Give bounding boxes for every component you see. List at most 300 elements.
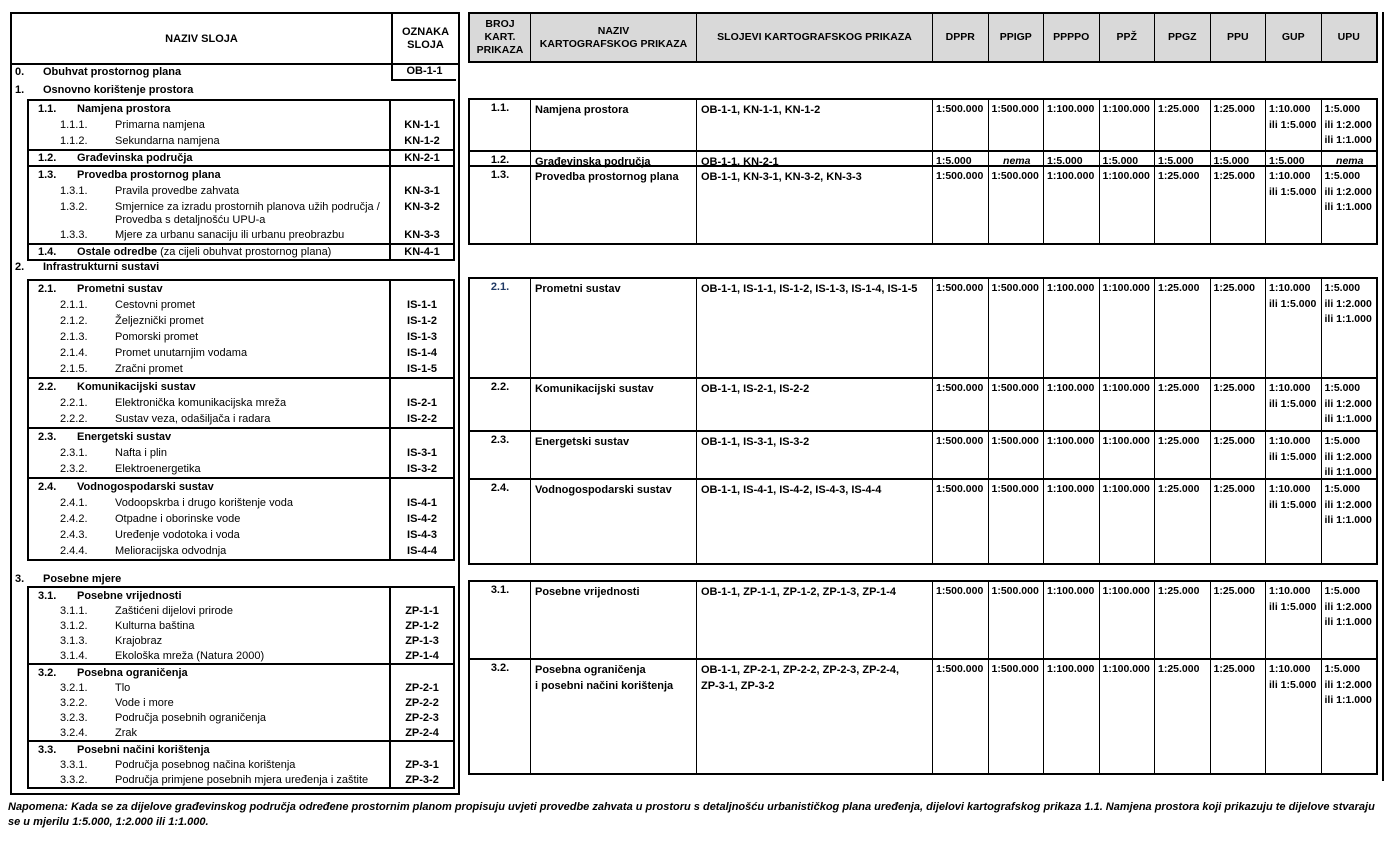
layer-item-row-221 xyxy=(29,395,453,411)
layer-code-ZP-1-1: ZP-1-1 xyxy=(389,603,453,618)
scale-cell-ppz xyxy=(1099,582,1155,658)
scale-cell-ppppo xyxy=(1043,100,1099,150)
scale-cell-ppppo xyxy=(1043,379,1099,430)
item-title: Zrak xyxy=(115,727,137,739)
layer-item-row-332 xyxy=(29,772,453,787)
layer-item-row-321 xyxy=(29,680,453,695)
layer-code-IS-1-1: IS-1-1 xyxy=(389,297,453,313)
section-number: 0. xyxy=(15,66,25,78)
group-title: Prometni sustav xyxy=(77,283,163,295)
scale-line: 1:5.000 xyxy=(1324,435,1361,447)
item-title: Vodoopskrba i drugo korištenje voda xyxy=(115,497,293,509)
scale-line: 1:100.000 xyxy=(1102,382,1150,394)
layer-table-header xyxy=(12,14,458,65)
scale-cell-gup xyxy=(1265,152,1321,165)
scale-line: ili 1:1.000 xyxy=(1324,514,1372,526)
scale-line: 1:5.000 xyxy=(1324,103,1361,115)
scale-line: 1:100.000 xyxy=(1047,382,1095,394)
rt-header-ppigp xyxy=(988,14,1044,61)
item-title: Pomorski promet xyxy=(115,331,199,343)
scale-line: 1:5.000 xyxy=(1269,155,1305,167)
rt-header-col-1 xyxy=(530,14,696,61)
scale-cell-ppigp xyxy=(988,100,1044,150)
lt-section-row-1 xyxy=(12,81,458,99)
section-title: Infrastrukturni sustavi xyxy=(43,261,160,273)
view-name xyxy=(530,480,696,563)
scale-line: ili 1:2.000 xyxy=(1324,297,1372,310)
layer-code-cell xyxy=(389,479,453,495)
view-name xyxy=(530,167,696,243)
view-layers xyxy=(696,167,932,243)
scale-line: 1:25.000 xyxy=(1158,663,1200,675)
scale-cell-ppigp xyxy=(988,152,1044,165)
view-name xyxy=(530,152,696,168)
scale-line: 1:100.000 xyxy=(1047,103,1095,115)
layer-code-cell xyxy=(389,379,453,395)
layer-code-ZP-3-1: ZP-3-1 xyxy=(389,757,453,772)
group-number: 2.3. xyxy=(38,431,57,443)
view-layers xyxy=(696,582,932,658)
layer-group-24 xyxy=(29,477,453,559)
scale-line: 1:500.000 xyxy=(936,483,984,495)
group-title-suffix: (za cijeli obuhvat prostornog plana) xyxy=(157,246,332,258)
view-layers-line: OB-1-1, KN-2-1 xyxy=(701,156,779,168)
scale-line: 1:500.000 xyxy=(936,103,984,115)
layer-item-row-213 xyxy=(29,329,453,345)
group-number: 2.2. xyxy=(38,381,57,393)
layer-code-cell xyxy=(389,588,453,603)
section-title: Posebne mjere xyxy=(43,573,122,585)
scale-cell-gup xyxy=(1265,100,1321,150)
scale-line: 1:10.000 xyxy=(1269,483,1311,495)
view-name-line: Posebne vrijednosti xyxy=(535,586,640,598)
scale-cell-dppr xyxy=(932,480,988,563)
group-number: 1.3. xyxy=(38,169,57,181)
views-row-12 xyxy=(470,150,1376,168)
view-number: 3.2. xyxy=(490,662,510,674)
scale-line: 1:500.000 xyxy=(936,382,984,394)
scale-line: 1:10.000 xyxy=(1269,435,1311,447)
scale-line: 1:100.000 xyxy=(1102,483,1150,495)
scale-line: 1:5.000 xyxy=(1324,585,1361,597)
rt-header-ppu xyxy=(1210,14,1266,61)
lt-section-row-2 xyxy=(12,258,458,279)
layer-group-block xyxy=(27,99,455,261)
scale-cell-ppigp xyxy=(988,167,1044,243)
group-title: Provedba prostornog plana xyxy=(77,169,221,181)
scale-line: 1:100.000 xyxy=(1047,170,1095,182)
scale-cell-upu xyxy=(1321,379,1377,430)
scale-line: 1:25.000 xyxy=(1158,483,1200,495)
view-layers xyxy=(696,379,932,430)
view-name xyxy=(530,582,696,658)
section-number: 3. xyxy=(15,573,25,585)
scale-cell-dppr xyxy=(932,167,988,243)
group-heading-row xyxy=(29,101,453,117)
header-line: PPIGP xyxy=(999,31,1032,43)
item-number: 2.2.2. xyxy=(60,413,88,425)
item-number: 1.3.1. xyxy=(60,185,88,197)
layer-item-row-323 xyxy=(29,710,453,725)
views-row-21 xyxy=(470,279,1376,377)
layer-code-ZP-2-2: ZP-2-2 xyxy=(389,695,453,710)
group-heading-row xyxy=(29,479,453,495)
layer-code-IS-1-3: IS-1-3 xyxy=(389,329,453,345)
scale-line: 1:100.000 xyxy=(1102,103,1150,115)
group-heading-row xyxy=(29,665,453,680)
layer-item-row-212 xyxy=(29,313,453,329)
header-line: UPU xyxy=(1337,31,1360,43)
item-number: 1.3.3. xyxy=(60,229,88,241)
group-title: Posebni načini korištenja xyxy=(77,744,210,756)
layer-code-KN-1-2: KN-1-2 xyxy=(389,133,453,149)
layer-code-ZP-2-3: ZP-2-3 xyxy=(389,710,453,725)
layer-item-row-214 xyxy=(29,345,453,361)
layer-group-block xyxy=(27,279,455,561)
item-number: 2.1.5. xyxy=(60,363,88,375)
scale-cell-dppr xyxy=(932,660,988,773)
group-heading-row xyxy=(29,151,453,165)
group-title: Građevinska područja xyxy=(77,152,193,164)
scale-line: ili 1:5.000 xyxy=(1269,450,1317,463)
scale-cell-upu xyxy=(1321,432,1377,478)
item-number: 2.4.1. xyxy=(60,497,88,509)
layer-item-row-231 xyxy=(29,445,453,461)
scale-line: 1:500.000 xyxy=(991,585,1039,597)
item-title: Cestovni promet xyxy=(115,299,196,311)
scale-cell-ppu xyxy=(1210,660,1266,773)
item-number: 3.2.4. xyxy=(60,727,88,739)
views-block-3 xyxy=(468,580,1378,775)
group-title: Vodnogospodarski sustav xyxy=(77,481,214,493)
scale-line: ili 1:2.000 xyxy=(1324,498,1372,511)
view-layers xyxy=(696,480,932,563)
views-row-11 xyxy=(470,100,1376,150)
item-number: 2.3.2. xyxy=(60,463,88,475)
layer-group-33 xyxy=(29,740,453,787)
layer-code-KN-3-1: KN-3-1 xyxy=(389,183,453,199)
scale-line: 1:25.000 xyxy=(1158,585,1200,597)
scale-line: ili 1:1.000 xyxy=(1324,466,1372,478)
scale-line: 1:5.000 xyxy=(1324,282,1361,294)
scale-line: 1:500.000 xyxy=(991,483,1039,495)
scale-cell-ppppo xyxy=(1043,279,1099,377)
view-name xyxy=(530,432,696,478)
scale-line: ili 1:5.000 xyxy=(1269,498,1317,511)
scale-cell-dppr xyxy=(932,152,988,165)
layer-item-row-222 xyxy=(29,411,453,427)
scale-line: 1:5.000 xyxy=(936,155,972,167)
layer-code-cell: KN-2-1 xyxy=(389,151,453,165)
header-line: BROJ xyxy=(485,18,515,30)
scale-line: 1:100.000 xyxy=(1047,483,1095,495)
scale-cell-dppr xyxy=(932,279,988,377)
layer-code-ZP-2-4: ZP-2-4 xyxy=(389,725,453,740)
layer-item-row-132 xyxy=(29,199,453,227)
scale-line: 1:25.000 xyxy=(1213,663,1255,675)
layer-item-row-324 xyxy=(29,725,453,740)
layer-item-row-242 xyxy=(29,511,453,527)
scale-line: 1:5.000 xyxy=(1047,155,1083,167)
item-title: Smjernice za izradu prostornih planova užih područja / Provedba s detaljnošću UPU-a xyxy=(115,201,380,226)
item-title: Zračni promet xyxy=(115,363,183,375)
item-title: Elektronička komunikacijska mreža xyxy=(115,397,287,409)
scale-line: 1:25.000 xyxy=(1213,282,1255,294)
group-title: Energetski sustav xyxy=(77,431,172,443)
scale-cell-dppr xyxy=(932,100,988,150)
item-number: 1.3.2. xyxy=(60,201,88,213)
scale-cell-gup xyxy=(1265,432,1321,478)
group-number: 1.2. xyxy=(38,152,57,164)
view-name-line: Namjena prostora xyxy=(535,104,629,116)
header-line: GUP xyxy=(1281,31,1305,43)
scale-cell-dppr xyxy=(932,432,988,478)
item-title: Zaštićeni dijelovi prirode xyxy=(115,605,233,617)
item-title: Sustav veza, odašiljača i radara xyxy=(115,413,271,425)
layer-item-row-322 xyxy=(29,695,453,710)
item-title: Promet unutarnjim vodama xyxy=(115,347,248,359)
view-name-line: Energetski sustav xyxy=(535,436,630,448)
layer-item-row-232 xyxy=(29,461,453,477)
scale-cell-dppr xyxy=(932,379,988,430)
view-name xyxy=(530,279,696,377)
layer-code-IS-3-2: IS-3-2 xyxy=(389,461,453,477)
layer-item-row-133 xyxy=(29,227,453,243)
header-line: KART. xyxy=(484,31,516,43)
layer-code-KN-3-3: KN-3-3 xyxy=(389,227,453,243)
views-row-13 xyxy=(470,165,1376,243)
layer-code-ZP-3-2: ZP-3-2 xyxy=(389,772,453,787)
item-number: 2.4.4. xyxy=(60,545,88,557)
layer-group-block xyxy=(27,586,455,789)
scale-line: 1:500.000 xyxy=(991,170,1039,182)
group-heading-row xyxy=(29,281,453,297)
layer-code-ZP-1-2: ZP-1-2 xyxy=(389,618,453,633)
scale-cell-ppgz xyxy=(1154,152,1210,165)
layer-item-row-111 xyxy=(29,117,453,133)
scale-cell-ppgz xyxy=(1154,279,1210,377)
layer-item-row-243 xyxy=(29,527,453,543)
header-line: PRIKAZA xyxy=(476,44,524,56)
scale-cell-ppgz xyxy=(1154,582,1210,658)
layer-code-IS-2-2: IS-2-2 xyxy=(389,411,453,427)
layer-item-row-215 xyxy=(29,361,453,377)
layer-code-IS-4-1: IS-4-1 xyxy=(389,495,453,511)
scale-line: ili 1:5.000 xyxy=(1269,600,1317,613)
view-number: 1.2. xyxy=(490,154,510,166)
section-title: Obuhvat prostornog plana xyxy=(43,66,182,78)
item-number: 3.1.3. xyxy=(60,635,88,647)
group-title: Namjena prostora xyxy=(77,103,171,115)
item-number: 2.4.2. xyxy=(60,513,88,525)
item-number: 2.2.1. xyxy=(60,397,88,409)
item-number: 2.1.1. xyxy=(60,299,88,311)
scale-cell-ppu xyxy=(1210,279,1266,377)
group-number: 3.1. xyxy=(38,590,57,602)
rt-header-dppr xyxy=(932,14,988,61)
layer-item-row-244 xyxy=(29,543,453,559)
rt-header-ppppo xyxy=(1043,14,1099,61)
scale-line: 1:5.000 xyxy=(1324,382,1361,394)
scale-line: ili 1:5.000 xyxy=(1269,678,1317,691)
view-layers-line: OB-1-1, IS-2-1, IS-2-2 xyxy=(701,383,810,395)
scale-cell-ppigp xyxy=(988,432,1044,478)
scale-line: 1:100.000 xyxy=(1047,585,1095,597)
scale-cell-upu xyxy=(1321,480,1377,563)
group-number: 2.4. xyxy=(38,481,57,493)
scale-line: 1:500.000 xyxy=(991,382,1039,394)
layer-item-row-314 xyxy=(29,648,453,663)
view-name-line: Vodnogospodarski sustav xyxy=(535,484,672,496)
scale-cell-upu xyxy=(1321,582,1377,658)
layer-code-IS-1-4: IS-1-4 xyxy=(389,345,453,361)
layer-code-IS-4-3: IS-4-3 xyxy=(389,527,453,543)
scale-cell-ppppo xyxy=(1043,432,1099,478)
scale-line: 1:10.000 xyxy=(1269,103,1311,115)
layer-code-ZP-1-4: ZP-1-4 xyxy=(389,648,453,663)
scale-cell-dppr xyxy=(932,582,988,658)
view-number: 2.4. xyxy=(490,482,510,494)
group-heading-row xyxy=(29,742,453,757)
scale-line: 1:500.000 xyxy=(991,282,1039,294)
scale-cell-ppppo xyxy=(1043,660,1099,773)
layer-group-31 xyxy=(29,588,453,663)
view-number: 2.2. xyxy=(490,381,510,393)
header-line: KARTOGRAFSKOG PRIKAZA xyxy=(539,37,688,50)
item-title: Mjere za urbanu sanaciju ili urbanu preobrazbu xyxy=(115,229,345,241)
view-number: 1.3. xyxy=(490,169,510,181)
scale-cell-ppz xyxy=(1099,660,1155,773)
scale-cell-ppppo xyxy=(1043,152,1099,165)
scale-cell-ppgz xyxy=(1154,480,1210,563)
item-title: Elektroenergetika xyxy=(115,463,201,475)
scale-line: 1:500.000 xyxy=(991,103,1039,115)
views-block-1 xyxy=(468,98,1378,245)
view-number: 1.1. xyxy=(490,102,510,114)
view-layers-line: ZP-3-1, ZP-3-2 xyxy=(701,680,775,692)
view-name xyxy=(530,100,696,150)
layer-code-cell xyxy=(389,101,453,117)
scale-cell-ppz xyxy=(1099,100,1155,150)
page-edge-line xyxy=(1382,12,1384,781)
group-number: 2.1. xyxy=(38,283,57,295)
scale-cell-ppigp xyxy=(988,582,1044,658)
scale-line: 1:5.000 xyxy=(1324,170,1361,182)
group-title: Posebna ograničenja xyxy=(77,667,188,679)
views-row-32 xyxy=(470,658,1376,773)
scale-line: 1:10.000 xyxy=(1269,585,1311,597)
item-number: 3.3.2. xyxy=(60,774,88,786)
scale-cell-ppigp xyxy=(988,279,1044,377)
view-layers xyxy=(696,432,932,478)
views-row-23 xyxy=(470,430,1376,478)
scale-line: ili 1:1.000 xyxy=(1324,201,1372,213)
scale-line: 1:500.000 xyxy=(936,663,984,675)
scale-line: ili 1:5.000 xyxy=(1269,297,1317,310)
scale-line: 1:5.000 xyxy=(1102,155,1139,167)
footnote: Napomena: Kada se za dijelove građevinskog područja određene prostornim planom propisuju uvjeti provedbe zahvata u prostoru s detaljnošću urbanističkog plana uređenja, dijelovi kartografskog prikaza 1.1. Namjena prostora koji prikazuju te dijelove stvaraju se u mjerilu 1:5.000, 1:2.000 ili 1:1.000. xyxy=(8,801,1375,828)
layer-item-row-331 xyxy=(29,757,453,772)
scale-line: 1:25.000 xyxy=(1158,282,1200,294)
scale-line: ili 1:2.000 xyxy=(1324,678,1372,691)
layer-code-KN-3-2: KN-3-2 xyxy=(389,199,453,227)
scale-line: 1:500.000 xyxy=(936,170,984,182)
layer-code-KN-1-1: KN-1-1 xyxy=(389,117,453,133)
rt-header-col-0 xyxy=(470,14,530,61)
lt-section-row-3 xyxy=(12,570,458,587)
item-title: Pravila provedbe zahvata xyxy=(115,185,240,197)
view-number: 3.1. xyxy=(490,584,510,596)
scale-line: 1:25.000 xyxy=(1213,483,1255,495)
layer-group-14 xyxy=(29,243,453,259)
item-number: 1.1.1. xyxy=(60,119,88,131)
scale-line: 1:100.000 xyxy=(1102,435,1150,447)
scale-line: 1:5.000 xyxy=(1324,663,1361,675)
scale-cell-ppz xyxy=(1099,379,1155,430)
view-number: 2.3. xyxy=(490,434,510,446)
scale-line: ili 1:2.000 xyxy=(1324,450,1372,463)
scale-line: 1:500.000 xyxy=(991,663,1039,675)
scale-line: 1:25.000 xyxy=(1158,170,1200,182)
scale-cell-gup xyxy=(1265,379,1321,430)
scale-cell-ppppo xyxy=(1043,167,1099,243)
layer-item-row-131 xyxy=(29,183,453,199)
header-line: PPŽ xyxy=(1116,31,1137,43)
group-title: Posebne vrijednosti xyxy=(77,590,182,602)
item-number: 2.1.4. xyxy=(60,347,88,359)
view-layers-line: OB-1-1, IS-1-1, IS-1-2, IS-1-3, IS-1-4, IS-1-5 xyxy=(701,283,918,295)
view-name-line: Građevinska područja xyxy=(535,156,651,168)
header-oznaka-sloja: OZNAKA SLOJA xyxy=(401,25,450,51)
layer-group-11 xyxy=(29,101,453,149)
layer-group-21 xyxy=(29,281,453,377)
view-name xyxy=(530,660,696,773)
scale-line: 1:25.000 xyxy=(1213,170,1255,182)
item-number: 2.3.1. xyxy=(60,447,88,459)
scale-line: 1:5.000 xyxy=(1213,155,1250,167)
view-layers xyxy=(696,660,932,773)
scale-cell-ppppo xyxy=(1043,582,1099,658)
view-name-line: Provedba prostornog plana xyxy=(535,171,679,183)
view-name-line: Komunikacijski sustav xyxy=(535,383,654,395)
scale-line: ili 1:1.000 xyxy=(1324,134,1372,146)
scale-cell-ppgz xyxy=(1154,167,1210,243)
scale-line: ili 1:1.000 xyxy=(1324,616,1372,628)
views-table-header xyxy=(468,12,1378,63)
layer-code-cell xyxy=(389,742,453,757)
scale-line: ili 1:1.000 xyxy=(1324,694,1372,706)
scale-line: 1:25.000 xyxy=(1158,382,1200,394)
scale-line: 1:25.000 xyxy=(1158,435,1200,447)
scale-cell-ppu xyxy=(1210,167,1266,243)
scale-cell-gup xyxy=(1265,480,1321,563)
layer-group-23 xyxy=(29,427,453,477)
scale-cell-ppigp xyxy=(988,379,1044,430)
layer-code-cell: KN-4-1 xyxy=(389,245,453,259)
view-layers-line: OB-1-1, ZP-2-1, ZP-2-2, ZP-2-3, ZP-2-4, xyxy=(701,664,900,676)
scale-line: ili 1:2.000 xyxy=(1324,600,1372,613)
view-name-line: i posebni načini korištenja xyxy=(535,680,674,692)
item-title: Vode i more xyxy=(115,697,174,709)
section-number: 1. xyxy=(15,84,25,96)
item-title: Područja posebnog načina korištenja xyxy=(115,759,296,771)
layer-item-row-112 xyxy=(29,133,453,149)
view-layers-line: OB-1-1, ZP-1-1, ZP-1-2, ZP-1-3, ZP-1-4 xyxy=(701,586,896,598)
item-number: 3.3.1. xyxy=(60,759,88,771)
header-line: NAZIV xyxy=(597,24,630,37)
views-block-2 xyxy=(468,277,1378,565)
item-number: 3.1.2. xyxy=(60,620,88,632)
